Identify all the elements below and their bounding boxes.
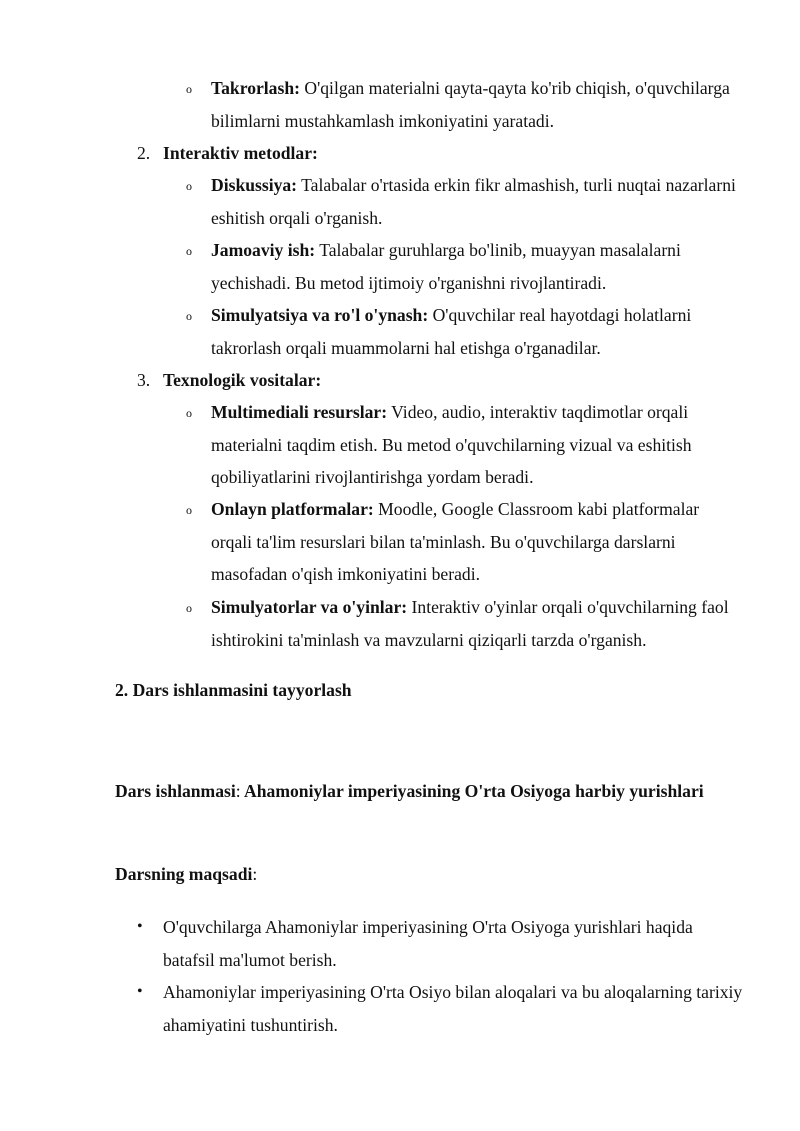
circle-bullet-marker: o (186, 309, 192, 323)
sub-item (186, 234, 741, 299)
goal-text: Ahamoniylar imperiyasining O'rta Osiyo bilan aloqalari va bu aloqalarning tarixiy ahamiyatini tushuntirish. (163, 982, 743, 1035)
goal-colon: : (252, 864, 258, 884)
circle-bullet-marker: o (186, 601, 192, 615)
sub-item-term: Diskussiya: (211, 175, 298, 195)
sub-item-description: O'quvchilar real hayotdagi holatlarni takrorlash orqali muammolarni hal etishga o'rganadilar. (211, 305, 692, 358)
item-number: 3. (137, 370, 151, 390)
goal-text: O'quvchilarga Ahamoniylar imperiyasining O'rta Osiyoga yurishlari haqida batafsil ma'lumot berish. (163, 917, 693, 970)
sub-item-description: O'qilgan materialni qayta-qayta ko'rib chiqish, o'quvchilarga bilimlarni mustahkamlash imkoniyatini yaratadi. (211, 78, 730, 131)
sub-item-term: Simulyatsiya va ro'l o'ynash: (211, 305, 429, 325)
sub-item-term: Simulyatorlar va o'yinlar: (211, 597, 408, 617)
sub-item (186, 493, 741, 591)
sub-item-term: Takrorlash: (211, 78, 300, 98)
circle-bullet-marker: o (186, 503, 192, 517)
goal-heading (115, 858, 735, 891)
sub-item-description: Talabalar guruhlarga bo'linib, muayyan masalalarni yechishadi. Bu metod ijtimoiy o'rganishni rivojlantiradi. (211, 240, 681, 293)
sub-item-description: Interaktiv o'yinlar orqali o'quvchilarning faol ishtirokini ta'minlash va mavzularni qiziqarli tarzda o'rganish. (211, 597, 729, 650)
section-heading: 2. Dars ishlanmasini tayyorlash (115, 680, 352, 700)
sub-item (186, 591, 741, 656)
sub-item-description: Talabalar o'rtasida erkin fikr almashish, turli nuqtai nazarlarni eshitish orqali o'rganish. (211, 175, 736, 228)
circle-bullet-marker: o (186, 406, 192, 420)
sub-item-description: Video, audio, interaktiv taqdimotlar orqali materialni taqdim etish. Bu metod o'quvchilarning vizual va eshitish qobiliyatlarini rivojlantirishga yordam beradi. (211, 402, 692, 487)
circle-bullet-marker: o (186, 244, 192, 258)
sub-item (186, 299, 741, 364)
goal-item (137, 911, 743, 976)
sub-item (186, 396, 741, 494)
goal-item (137, 976, 743, 1041)
circle-bullet-marker: o (186, 179, 192, 193)
lesson-title-text: Ahamoniylar imperiyasining O'rta Osiyoga harbiy yurishlari (240, 781, 704, 801)
numbered-item-title: Texnologik vositalar: (163, 370, 322, 390)
circle-bullet-marker: o (186, 82, 192, 96)
numbered-item-title: Interaktiv metodlar: (163, 143, 318, 163)
sub-item-term: Onlayn platformalar: (211, 499, 374, 519)
sub-item-term: Jamoaviy ish: (211, 240, 316, 260)
sub-item (186, 169, 741, 234)
lesson-label: Dars ishlanmasi (115, 781, 236, 801)
goal-label: Darsning maqsadi (115, 864, 253, 884)
item-number: 2. (137, 143, 151, 163)
bullet-marker: • (137, 918, 143, 935)
sub-item-description: Moodle, Google Classroom kabi platformalar orqali ta'lim resurslari bilan ta'minlash. Bu o'quvchilarga darslarni masofadan o'qish imkoniyatini beradi. (211, 499, 700, 584)
lesson-colon: : (235, 781, 241, 801)
sub-item-term: Multimediali resurslar: (211, 402, 388, 422)
sub-item (186, 72, 741, 137)
lesson-title (115, 775, 735, 808)
bullet-marker: • (137, 983, 143, 1000)
